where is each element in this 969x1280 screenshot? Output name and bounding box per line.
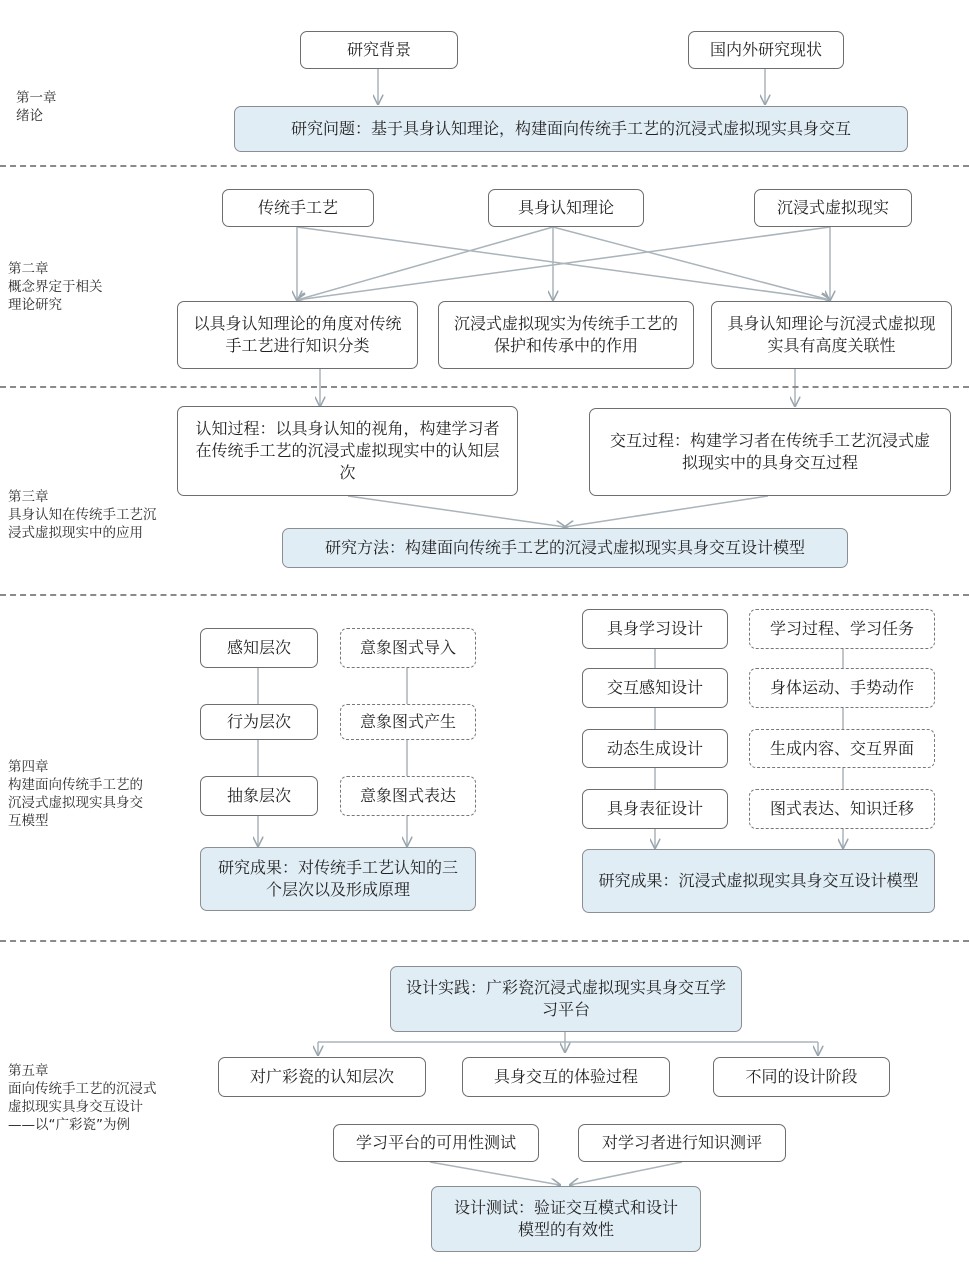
research-method-box: 研究方法：构建面向传统手工艺的沉浸式虚拟现实具身交互设计模型 <box>282 528 848 568</box>
chapter-title: 绪论 <box>16 108 43 124</box>
schema-box-import: 意象图式导入 <box>340 628 476 668</box>
chapter-separator <box>0 594 969 596</box>
design-test-box: 设计测试：验证交互模式和设计模型的有效性 <box>431 1186 701 1252</box>
design-note-box-content: 生成内容、交互界面 <box>749 729 935 768</box>
concept-box-immersive-vr: 沉浸式虚拟现实 <box>754 189 912 227</box>
chapter-number: 第三章 <box>8 489 49 505</box>
level-box-abstract: 抽象层次 <box>200 776 318 816</box>
chapter-number: 第四章 <box>8 759 49 775</box>
chapter-5-label <box>8 1062 158 1134</box>
test-box-knowledge: 对学习者进行知识测评 <box>578 1124 786 1162</box>
chapter-separator <box>0 165 969 167</box>
result-box-cognition-levels: 研究成果：对传统手工艺认知的三个层次以及形成原理 <box>200 847 476 911</box>
research-background-box: 研究背景 <box>300 31 458 69</box>
design-note-box-schema: 图式表达、知识迁移 <box>749 789 935 829</box>
interaction-process-box: 交互过程：构建学习者在传统手工艺沉浸式虚拟现实中的具身交互过程 <box>589 408 951 496</box>
research-status-box: 国内外研究现状 <box>688 31 844 69</box>
design-box-interaction-perception: 交互感知设计 <box>582 668 728 708</box>
chapter-title: 面向传统手工艺的沉浸式虚拟现实具身交互设计——以“广彩瓷”为例 <box>8 1081 157 1133</box>
finding-box-correlation: 具身认知理论与沉浸式虚拟现实具有高度关联性 <box>711 301 952 369</box>
design-box-embodied-representation: 具身表征设计 <box>582 789 728 829</box>
chapter-number: 第二章 <box>8 261 49 277</box>
chapter-title: 概念界定于相关理论研究 <box>8 279 103 313</box>
chapter-title: 具身认知在传统手工艺沉浸式虚拟现实中的应用 <box>8 507 157 541</box>
result-box-design-model: 研究成果：沉浸式虚拟现实具身交互设计模型 <box>582 849 935 913</box>
design-box-embodied-learning: 具身学习设计 <box>582 609 728 649</box>
research-question-box: 研究问题：基于具身认知理论，构建面向传统手工艺的沉浸式虚拟现实具身交互 <box>234 106 908 152</box>
aspect-box-cognition: 对广彩瓷的认知层次 <box>218 1057 426 1097</box>
level-box-perception: 感知层次 <box>200 628 318 668</box>
chapter-number: 第一章 <box>16 90 57 106</box>
chapter-separator <box>0 386 969 388</box>
schema-box-express: 意象图式表达 <box>340 776 476 816</box>
chapter-4-label <box>8 758 143 830</box>
aspect-box-experience: 具身交互的体验过程 <box>462 1057 670 1097</box>
chapter-2-label <box>8 260 108 314</box>
chapter-3-label <box>8 488 158 542</box>
aspect-box-design-stages: 不同的设计阶段 <box>713 1057 890 1097</box>
concept-box-craft: 传统手工艺 <box>222 189 374 227</box>
cognitive-process-box: 认知过程：以具身认知的视角，构建学习者在传统手工艺的沉浸式虚拟现实中的认知层次 <box>177 406 518 496</box>
design-note-box-body: 身体运动、手势动作 <box>749 668 935 708</box>
chapter-number: 第五章 <box>8 1063 49 1079</box>
design-box-dynamic-generation: 动态生成设计 <box>582 729 728 768</box>
design-note-box-learning: 学习过程、学习任务 <box>749 609 935 649</box>
finding-box-vr-role: 沉浸式虚拟现实为传统手工艺的保护和传承中的作用 <box>438 301 694 369</box>
chapter-separator <box>0 940 969 942</box>
finding-box-knowledge-classification: 以具身认知理论的角度对传统手工艺进行知识分类 <box>177 301 418 369</box>
chapter-1-label <box>16 89 86 125</box>
schema-box-generate: 意象图式产生 <box>340 704 476 740</box>
design-practice-box: 设计实践：广彩瓷沉浸式虚拟现实具身交互学习平台 <box>390 966 742 1032</box>
chapter-title: 构建面向传统手工艺的沉浸式虚拟现实具身交互模型 <box>8 777 143 829</box>
level-box-behavior: 行为层次 <box>200 704 318 740</box>
test-box-usability: 学习平台的可用性测试 <box>333 1124 539 1162</box>
concept-box-embodied-cognition: 具身认知理论 <box>488 189 644 227</box>
